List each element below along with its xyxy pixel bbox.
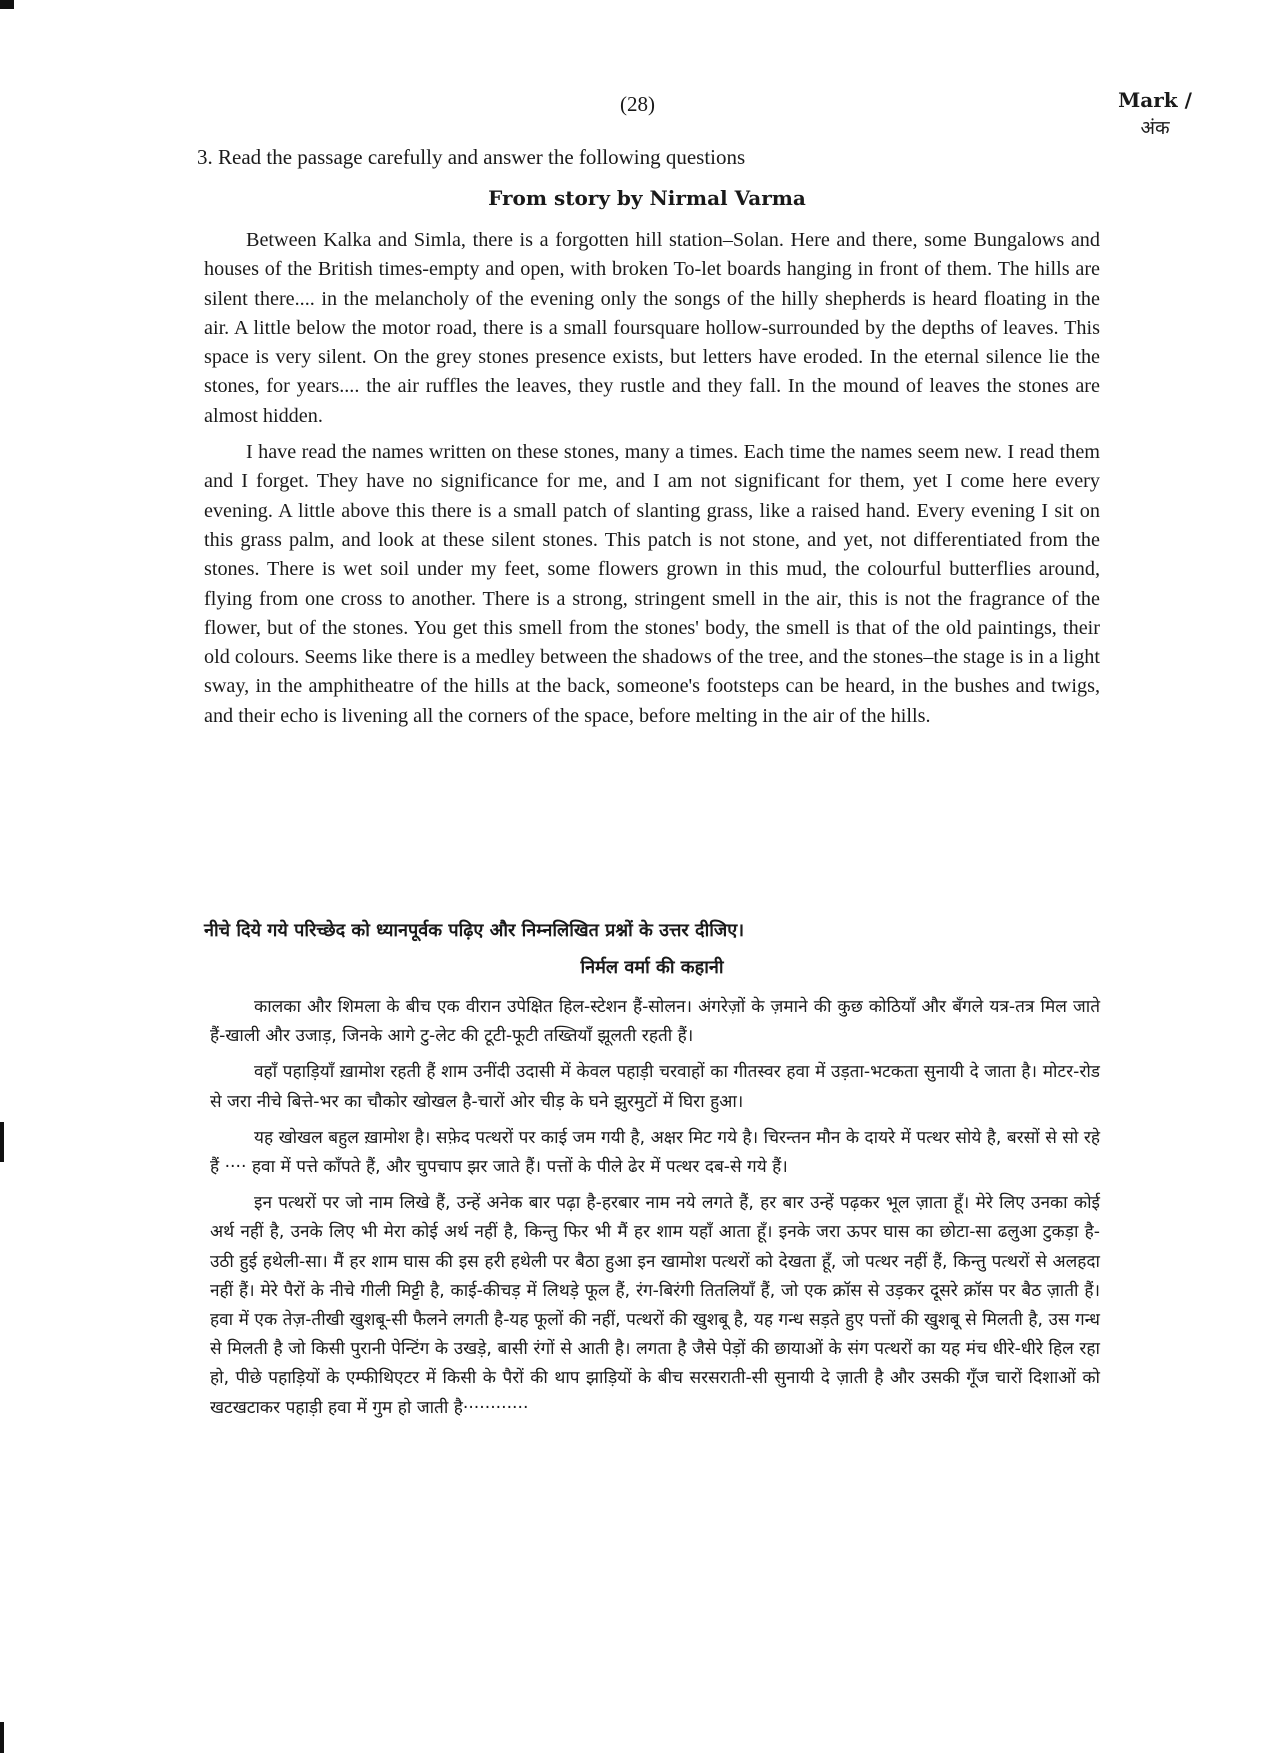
question-instruction-en: 3. Read the passage carefully and answer the following questions [197,145,746,169]
mark-label [1100,88,1210,140]
page-number: (28) [620,92,655,116]
passage-en-paragraph: Between Kalka and Simla, there is a forgotten hill station–Solan. Here and there, some Bungalows and houses of the British times-empty and open, with broken To-let boards hanging in front of them. The hills are silent there.... in the melancholy of the evening only the songs of the hilly shepherds is heard floating in the air. A little below the motor road, there is a small foursquare hollow-surrounded by the depths of leaves. This space is very silent. On the grey stones presence exists, but letters have eroded. In the eternal silence lie the stones, for years.... the air ruffles the leaves, they rustle and they fall. In the mound of leaves the stones are almost hidden. [204,229,1100,427]
passage-en [204,226,1100,738]
passage-hi-paragraph: कालका और शिमला के बीच एक वीरान उपेक्षित हिल-स्टेशन हैं-सोलन। अंगरेज़ों के ज़माने की कुछ कोठियाँ और बँगले यत्र-तत्र मिल जाते हैं-खाली और उजाड़, जिनके आगे टु-लेट की टूटी-फूटी तख्तियाँ झूलती रहती हैं। [210,997,1100,1047]
passage-title-hi: निर्मल वर्मा की कहानी [580,957,724,978]
passage-hi [210,993,1100,1430]
mark-label-hi: अंक [1140,117,1170,139]
passage-title-en: From story by Nirmal Varma [488,186,806,210]
scan-mark-top-left [0,0,14,9]
passage-en-paragraph: I have read the names written on these stones, many a times. Each time the names seem new. I read them and I forget. They have no significance for me, and I am not significant for them, yet I come here every evening. A little above this there is a small patch of slanting grass, like a raised hand. Every evening I sit on this grass palm, and look at these silent stones. This patch is not stone, and yet, not differentiated from the stones. There is wet soil under my feet, some flowers grown in this mud, the colourful butterflies around, flying from one cross to another. There is a strong, stringent smell in the air, this is not the fragrance of the flower, but of the stones. You get this smell from the stones' body, the smell is that of the old paintings, their old colours. Seems like there is a medley between the shadows of the tree, and the stones–the stage is in a light sway, in the amphitheatre of the hills at the back, someone's footsteps can be heard, in the bushes and twigs, and their echo is livening all the corners of the space, before melting in the air of the hills. [204,441,1100,727]
scan-mark-left-middle [0,1122,4,1162]
mark-label-en: Mark / [1118,88,1192,112]
question-instruction-hi: नीचे दिये गये परिच्छेद को ध्यानपूर्वक पढ़िए और निम्नलिखित प्रश्नों के उत्तर दीजिए। [204,920,745,941]
passage-hi-paragraph: इन पत्थरों पर जो नाम लिखे हैं, उन्हें अनेक बार पढ़ा है-हरबार नाम नये लगते हैं, हर बार उन्हें पढ़कर भूल ज़ाता हूँ। मेरे लिए उनका कोई अर्थ नहीं है, उनके लिए भी मेरा कोई अर्थ नहीं है, किन्तु फिर भी मैं हर शाम यहाँ आता हूँ। इनके जरा ऊपर घास का छोटा-सा ढलुआ टुकड़ा है-उठी हुई हथेली-सा। मैं हर शाम घास की इस हरी हथेली पर बैठा हुआ इन खामोश पत्थरों को देखता हूँ, जो पत्थर नहीं हैं, किन्तु पत्थरों से अलहदा नहीं हैं। मेरे पैरों के नीचे गीली मिट्टी है, काई-कीचड़ में लिथड़े फूल हैं, रंग-बिरंगी तितलियाँ हैं, जो एक क्रॉस से उड़कर दूसरे क्रॉस पर बैठ ज़ाती हैं। हवा में एक तेज़-तीखी खुशबू-सी फैलने लगती है-यह फूलों की नहीं, पत्थरों की खुशबू है, यह गन्ध सड़ते हुए पत्तों की खुशबू से मिलती है, उस गन्ध से मिलती है जो किसी पुरानी पेन्टिंग के उखड़े, बासी रंगों से आती है। लगता है जैसे पेड़ों की छायाओं के संग पत्थरों का यह मंच धीरे-धीरे हिल रहा हो, पीछे पहाड़ियों के एम्फीथिएटर में किसी के पैरों की थाप झाड़ियों के बीच सरसराती-सी सुनायी दे ज़ाती है और उसकी गूँज चारों दिशाओं को खटखटाकर पहाड़ी हवा में गुम हो जाती है············ [210,1193,1101,1418]
passage-hi-paragraph: यह खोखल बहुल ख़ामोश है। सफ़ेद पत्थरों पर काई जम गयी है, अक्षर मिट गये है। चिरन्तन मौन के दायरे में पत्थर सोये है, बरसों से सो रहे हैं ···· हवा में पत्ते काँपते हैं, और चुपचाप झर जाते हैं। पत्तों के पीले ढेर में पत्थर दब-से गये हैं। [210,1127,1100,1178]
scan-mark-bottom-left [0,1722,4,1753]
passage-hi-paragraph: वहाँ पहाड़ियाँ ख़ामोश रहती हैं शाम उनींदी उदासी में केवल पहाड़ी चरवाहों का गीतस्वर हवा में उड़ता-भटकता सुनायी दे जाता है। मोटर-रोड से जरा नीचे बित्ते-भर का चौकोर खोखल है-चारों ओर चीड़ के घने झुरमुटों में घिरा हुआ। [210,1062,1100,1112]
